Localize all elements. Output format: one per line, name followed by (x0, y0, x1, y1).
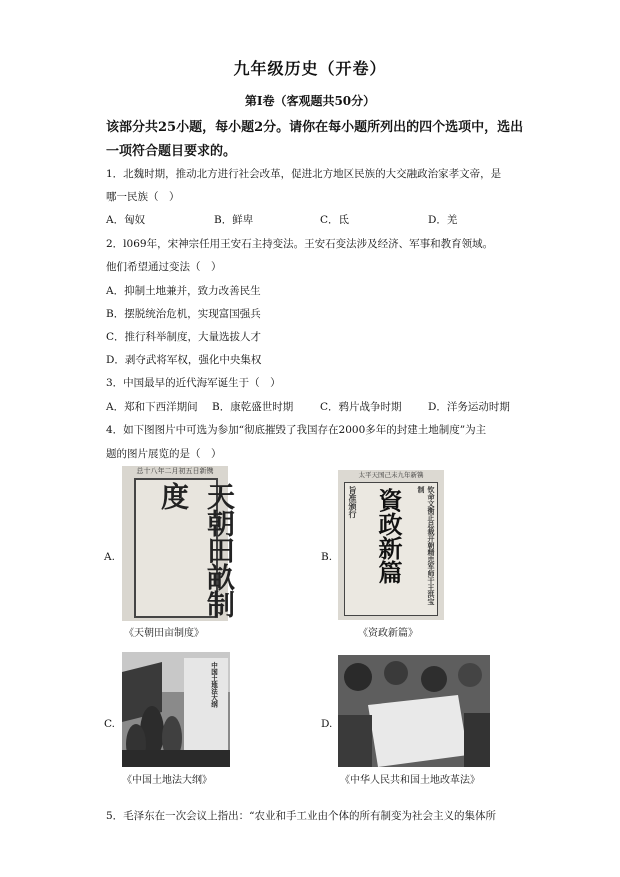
q4-caption-b: 《资政新篇》 (358, 628, 418, 639)
section-subtitle: 第Ⅰ卷（客观题共50分） (244, 94, 376, 108)
q2-option-c: C．推行科举制度，大量选拔人才 (106, 331, 262, 343)
reading-crowd-graphic (338, 655, 490, 767)
book-header-text: 总十八年二月初五日新镌 (136, 467, 214, 475)
q2-stem-line-1: 2．l069年，宋神宗任用王安石主持变法。王安石变法涉及经济、军事和教育领域。 (106, 238, 494, 250)
q2-option-d: D．剥夺武将军权，强化中央集权 (106, 354, 262, 366)
instructions-line-2: 一项符合题目要求的。 (106, 144, 237, 159)
q4-letter-d: D. (321, 718, 333, 730)
q4-caption-a: 《天朝田亩制度》 (124, 628, 204, 639)
q1-option-c: C．氐 (320, 214, 350, 226)
q1-stem-line-2: 哪一民族（ ） (106, 191, 180, 203)
q4-image-c-photo (122, 652, 230, 767)
q4-caption-d: 《中华人民共和国土地改革法》 (340, 775, 480, 786)
q4-letter-c: C. (104, 718, 115, 730)
q1-option-d: D．羌 (428, 214, 458, 226)
q4-image-d-photo (338, 655, 490, 767)
q2-option-b: B．摆脱统治危机，实现富国强兵 (106, 308, 261, 320)
q4-image-b-book-cover (338, 470, 444, 620)
q1-option-a: A．匈奴 (106, 214, 146, 226)
q1-option-b: B．鲜卑 (214, 214, 254, 226)
q3-option-d: D．洋务运动时期 (428, 401, 510, 413)
book-title-text: 資政新篇 (374, 488, 403, 584)
q1-stem-line-1: 1．北魏时期，推动北方进行社会改革，促进北方地区民族的大交融政治家孝文帝，是 (106, 168, 502, 180)
q3-option-a: A．郑和下西洋期间 (106, 401, 198, 413)
q2-option-a: A．抑制土地兼并，致力改善民生 (106, 285, 261, 297)
q4-image-a-book-cover (122, 466, 236, 621)
q4-stem-line-1: 4．如下图图片中可选为参加“彻底摧毁了我国存在2000多年的封建土地制度”为主 (106, 424, 487, 436)
q3-option-c: C．鸦片战争时期 (320, 401, 402, 413)
q4-stem-line-2: 题的图片展览的是（ ） (106, 448, 222, 460)
page-title: 九年级历史（开卷） (233, 59, 387, 78)
instructions-line-1: 该部分共25小题，每小题2分。请你在每小题所列出的四个选项中，选出 (106, 120, 524, 135)
book-author-text: 钦命文衡正总裁开朝精忠军师干王洪宝制 (417, 486, 436, 605)
q4-letter-b: B. (321, 551, 333, 563)
banner-text: 中国土地法大纲 (210, 662, 218, 708)
q2-stem-line-2: 他们希望通过变法（ ） (106, 261, 222, 273)
book-side-text: 旨准颁行 (348, 486, 358, 518)
q4-letter-a: A. (104, 551, 115, 563)
book-title-text: 天朝田畝制度 (157, 482, 236, 617)
q5-stem-line-1: 5．毛泽东在一次会议上指出：“农业和手工业由个体的所有制变为社会主义的集体所 (106, 810, 497, 822)
q4-caption-c: 《中国土地法大纲》 (122, 775, 212, 786)
q3-option-b: B．康乾盛世时期 (212, 401, 294, 413)
q3-stem: 3．中国最早的近代海军诞生于（ ） (106, 377, 281, 389)
book-header-text: 太平天国己未九年新镌 (358, 471, 424, 479)
